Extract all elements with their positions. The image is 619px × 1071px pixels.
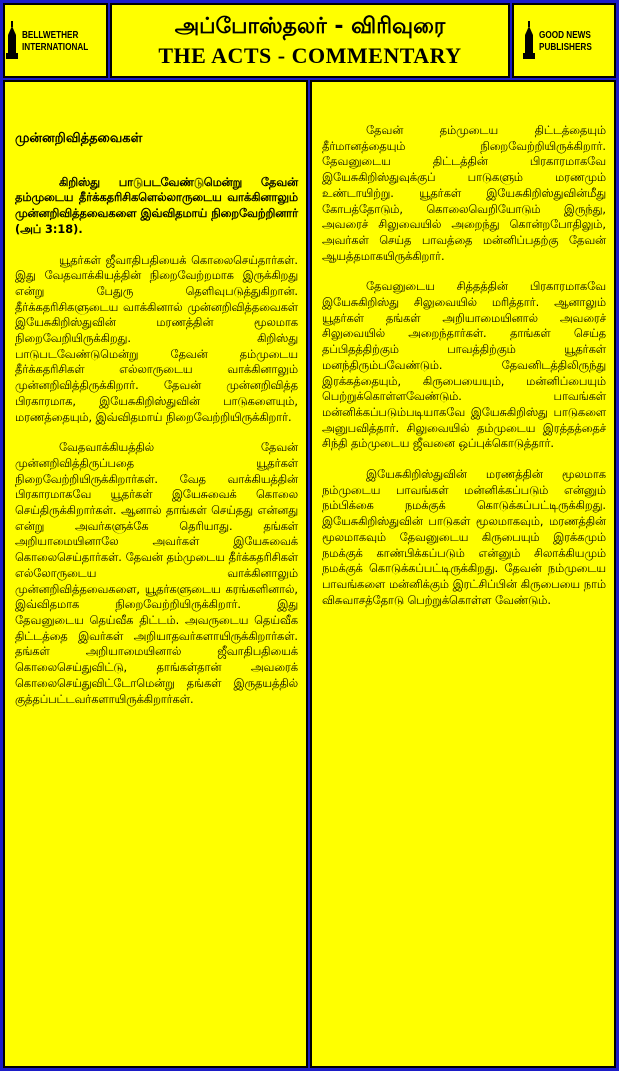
left-logo-line1: BELLWETHER: [21, 28, 78, 41]
left-column-text: [15, 131, 298, 722]
right-paragraph-1: தேவன் தம்முடைய திட்டத்தையும் தீர்மானத்தையும் நிறைவேற்றியிருக்கிறார். தேவனுடைய திட்டத்தின் பிரகாரமாகவே இயேசுகிறிஸ்துவுக்குப் பாடுகளும் மரணமும் உண்டாயிற்று. யூதர்கள் இயேசுகிறிஸ்துவின்மீது கோபத்தோடும், கொலைவெறியோடும் இருந்து, அவரைச் சிலுவையில் அறைந்து கொன்றபோதிலும், அவர்கள் செய்த பாவத்தை மன்னிப்பதற்கு தேவன் ஆயத்தமாகயிருக்கிறார்.: [322, 124, 606, 263]
bell-tower-icon: [5, 21, 19, 61]
title-english: THE ACTS - COMMENTARY: [158, 43, 462, 68]
right-logo-line2: PUBLISHERS: [538, 40, 592, 53]
section-heading: முன்னறிவித்தவைகள்: [15, 131, 143, 146]
tower-icon: [522, 21, 536, 61]
header-title-box: [110, 3, 510, 78]
right-paragraph-2: தேவனுடைய சித்தத்தின் பிரகாரமாகவே இயேசுகிறிஸ்து சிலுவையில் மரித்தார். ஆனாலும் யூதர்கள் தங்கள் அறியாமையினால் அவரைச் சிலுவையில் அறைந்தார்கள். தாங்கள் செய்த தப்பிதத்திற்கும் பாவத்திற்கும் யூதர்கள் மனந்திரும்பவேண்டும். தேவனிடத்திலிருந்து இரக்கத்தையும், கிருபையையும், மன்னிப்பையும் பெற்றுக்கொள்ளவேண்டும். பாவங்கள் மன்னிக்கப்படும்படியாகவே இயேசுகிறிஸ்து பாடுகளை அனுபவித்தார். சிலுவையில் தம்முடைய இரத்தத்தைச் சிந்தி தம்முடைய ஜீவனை ஒப்புக்கொடுத்தார்.: [322, 280, 606, 451]
left-paragraph-2: வேதவாக்கியத்தில் தேவன் முன்னறிவித்திருப்பதை யூதர்கள் நிறைவேற்றியிருக்கிறார்கள். வேத வாக்கியத்தின் பிரகாரமாகவே யூதர்கள் இயேசுவைக் கொலை செய்திருக்கிறார்கள். ஆனால் தாங்கள் செய்தது என்னது என்று அவர்களுக்கே தெரியாது. தங்கள் அறியாமையினாலே அவர்கள் இயேசுவைக் கொலைசெய்தார்கள். தேவன் தம்முடைய தீர்க்கதரிசிகள் எல்லோருடைய வாக்கினாலும் முன்னறிவித்தவைகளை, யூதர்களுடைய கரங்களினால், இவ்விதமாக நிறைவேற்றியிருக்கிறார். இது தேவனுடைய தெய்வீக திட்டம். அவருடைய தெய்வீக திட்டத்தை இவர்கள் அறியாதவர்களாயிருக்கிறார்கள். தங்கள் அறியாமையினால் ஜீவாதிபதியைக் கொலைசெய்துவிட்டு, தாங்கள்தான் அவரைக் கொலைசெய்துவிட்டோமென்று தங்கள் இருதயத்தில் குத்தப்பட்டவர்களாயிருக்கிறார்கள்.: [15, 441, 298, 706]
good-news-logo: [512, 3, 616, 78]
left-paragraph-1: யூதர்கள் ஜீவாதிபதியைக் கொலைசெய்தார்கள். இது வேதவாக்கியத்தின் நிறைவேற்றமாக இருக்கிறது என்று பேதுரு தெளிவுபடுத்துகிறான். தீர்க்கதரிசிகளுடைய வாக்கினால் முன்னறிவித்தவைகள் இயேசுகிறிஸ்துவின் மரணத்தின் மூலமாக நிறைவேறியிருக்கிறது. கிறிஸ்து பாடுபடவேண்டுமென்று தேவன் தம்முடைய தீர்க்கதரிசிகள் எல்லாருடைய வாக்கினாலும் முன்னறிவித்திருக்கிறார். தேவன் முன்னறிவித்த பிரகாரமாக, இயேசுகிறிஸ்துவின் பாடுகளையும், மரணத்தையும், இவ்விதமாய் நிறைவேற்றியிருக்கிறார்.: [15, 253, 298, 424]
right-logo-line1: GOOD NEWS: [538, 28, 591, 41]
bellwether-logo: [3, 3, 108, 78]
left-logo-line2: INTERNATIONAL: [21, 40, 88, 53]
right-paragraph-3: இயேசுகிறிஸ்துவின் மரணத்தின் மூலமாக நம்முடைய பாவங்கள் மன்னிக்கப்படும் என்னும் நம்பிக்கை நமக்குக் கொடுக்கப்பட்டிருக்கிறது. இயேசுகிறிஸ்துவின் பாடுகள் மூலமாகவும், மரணத்தின் மூலமாகவும் தேவனுடைய கிருபையும் இரக்கமும் நமக்குக் காண்பிக்கப்படும் என்னும் சிலாக்கியமும் நமக்குக் கொடுக்கப்பட்டிருக்கிறது. தேவன் நம்முடைய பாவங்களை மன்னிக்கும் இரட்சிப்பின் கிருபையை நாம் விசுவாசத்தோடு பெற்றுக்கொள்ள வேண்டும்.: [322, 468, 606, 607]
right-column-text: [322, 123, 606, 623]
lead-verse: கிறிஸ்து பாடுபடவேண்டுமென்று தேவன் தம்முடைய தீர்க்கதரிசிகளெல்லாருடைய வாக்கினாலும் முன்னறிவித்தவைகளை இவ்விதமாய் நிறைவேற்றினார் (அப் 3:18).: [15, 175, 298, 236]
title-tamil: அப்போஸ்தலர் - விரிவுரை: [174, 14, 446, 39]
